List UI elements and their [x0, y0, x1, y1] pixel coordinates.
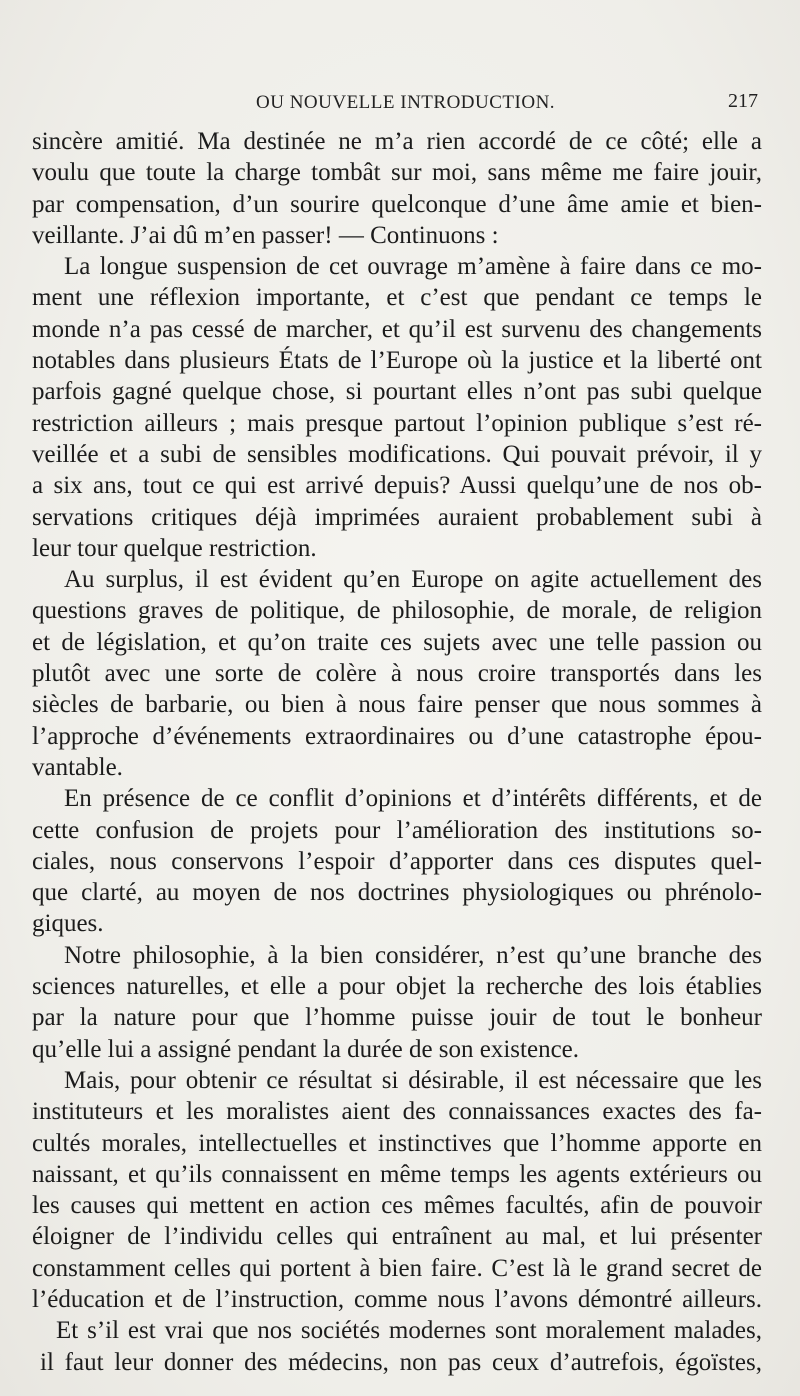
text-line: plutôt avec une sorte de colère à nous croire transportés dans les	[32, 660, 762, 688]
text-line: siècles de barbarie, ou bien à nous faire penser que nous sommes à	[32, 691, 762, 719]
text-line: qu’elle lui a assigné pendant la durée de son existence.	[32, 1035, 580, 1063]
text-line: instituteurs et les moralistes aient des connaissances exactes des fa-	[32, 1098, 762, 1126]
text-line: cultés morales, intellectuelles et instinctives que l’homme apporte en	[32, 1129, 762, 1157]
text-line: éloigner de l’individu celles qui entraînent au mal, et lui présenter	[32, 1223, 762, 1251]
text-line: La longue suspension de cet ouvrage m’amène à faire dans ce mo-	[64, 253, 762, 281]
text-line: leur tour quelque restriction.	[32, 534, 317, 562]
text-line: constamment celles qui portent à bien faire. C’est là le grand secret de	[32, 1254, 762, 1282]
text-line: par la nature pour que l’homme puisse jouir de tout le bonheur	[32, 1004, 762, 1032]
text-line: l’approche d’événements extraordinaires ou d’une catastrophe épou-	[32, 722, 762, 750]
text-line: sciences naturelles, et elle a pour objet la recherche des lois établies	[32, 973, 762, 1001]
text-line: giques.	[32, 910, 104, 938]
running-header	[0, 86, 800, 116]
text-line: naissant, et qu’ils connaissent en même temps les agents extérieurs ou	[32, 1160, 762, 1188]
text-line: l’éducation et de l’instruction, comme nous l’avons démontré ailleurs.	[32, 1285, 762, 1313]
text-line: Notre philosophie, à la bien considérer, n’est qu’une branche des	[64, 941, 762, 969]
text-line: restriction ailleurs ; mais presque partout l’opinion publique s’est ré-	[32, 409, 762, 437]
text-line: que clarté, au moyen de nos doctrines physiologiques ou phrénolo-	[32, 879, 762, 907]
body-text	[32, 126, 762, 1378]
text-line: ciales, nous conservons l’espoir d’apporter dans ces disputes quel-	[32, 847, 762, 875]
text-line: il faut leur donner des médecins, non pas ceux d’autrefois, égoïstes,	[40, 1348, 762, 1376]
text-line: les causes qui mettent en action ces mêmes facultés, afin de pouvoir	[32, 1192, 762, 1220]
text-line: notables dans plusieurs États de l’Europe où la justice et la liberté ont	[32, 347, 762, 375]
text-line: voulu que toute la charge tombât sur moi, sans même me faire jouir,	[32, 159, 762, 187]
text-line: servations critiques déjà imprimées auraient probablement subi à	[32, 503, 762, 531]
text-line: a six ans, tout ce qui est arrivé depuis? Aussi quelqu’une de nos ob-	[32, 472, 762, 500]
text-line: cette confusion de projets pour l’amélioration des institutions so-	[32, 816, 762, 844]
text-line: En présence de ce conflit d’opinions et d’intérêts différents, et de	[64, 785, 762, 813]
text-line: parfois gagné quelque chose, si pourtant elles n’ont pas subi quelque	[32, 378, 762, 406]
text-line: sincère amitié. Ma destinée ne m’a rien accordé de ce côté; elle a	[32, 128, 762, 155]
text-line: Au surplus, il est évident qu’en Europe on agite actuellement des	[64, 566, 762, 594]
text-line: ment une réflexion importante, et c’est que pendant ce temps le	[32, 284, 762, 312]
text-line: et de législation, et qu’on traite ces sujets avec une telle passion ou	[32, 628, 762, 656]
text-line: Mais, pour obtenir ce résultat si désirable, il est nécessaire que les	[64, 1066, 762, 1094]
text-line: vantable.	[32, 753, 123, 781]
text-line: questions graves de politique, de philosophie, de morale, de religion	[32, 597, 762, 625]
text-line: par compensation, d’un sourire quelconque d’une âme amie et bien-	[32, 190, 762, 218]
text-line: veillante. J’ai dû m’en passer! — Continuons :	[32, 221, 499, 249]
page-number: 217	[728, 90, 758, 112]
text-line: Et s’il est vrai que nos sociétés modernes sont moralement malades,	[56, 1317, 762, 1345]
running-title: OU NOUVELLE INTRODUCTION.	[256, 92, 556, 113]
text-line: veillée et a subi de sensibles modifications. Qui pouvait prévoir, il y	[32, 440, 762, 468]
text-line: monde n’a pas cessé de marcher, et qu’il est survenu des changements	[32, 315, 762, 343]
